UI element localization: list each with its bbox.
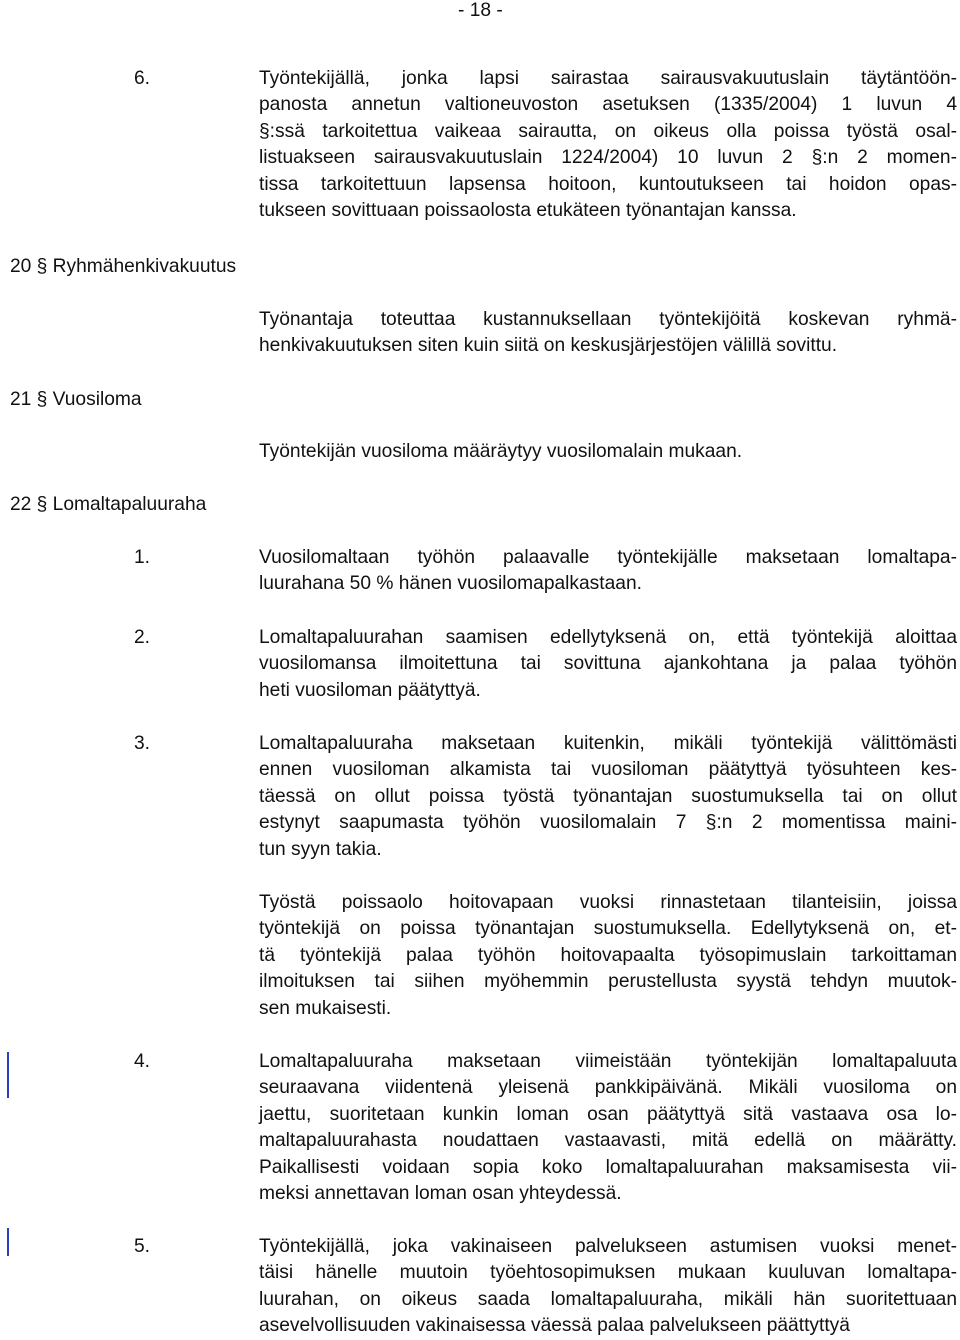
text-line: Paikallisesti voidaan sopia koko lomaltapaluurahan maksamisesta vii-: [259, 1156, 957, 1178]
section-heading: 21 § Vuosiloma: [10, 389, 142, 410]
text-line: tä työntekijä palaa työhön hoitovapaalta työsopimuslain tarkoittaman: [259, 944, 957, 966]
item-text: [259, 1234, 957, 1340]
item-continuation-text: [259, 890, 957, 1022]
text-line: heti vuosiloman päätyttyä.: [259, 679, 481, 701]
text-line: työntekijä on poissa työnantajan suostumuksella. Edellytyksenä on, et-: [259, 918, 957, 940]
text-line: Työntekijän vuosiloma määräytyy vuosilomalain mukaan.: [259, 441, 743, 462]
text-line: Työntekijällä, jonka lapsi sairastaa sairausvakuutuslain täytäntöön-: [259, 68, 957, 89]
item-number: 3.: [134, 733, 151, 754]
section-heading: 22 § Lomaltapaluuraha: [10, 494, 207, 515]
item-number: 2.: [134, 627, 151, 648]
text-line: Työntekijällä, joka vakinaiseen palvelukseen astumisen vuoksi menet-: [259, 1236, 957, 1257]
text-line: tun syyn takia.: [259, 838, 382, 860]
text-line: maltapaluurahasta noudattaen vastaavasti, mitä edellä on määrätty.: [259, 1130, 957, 1152]
text-line: seuraavana viidentenä yleisenä pankkipäivänä. Mikäli vuosiloma on: [259, 1077, 957, 1099]
text-line: Lomaltapaluurahan saamisen edellytyksenä on, että työntekijä aloittaa: [259, 627, 957, 648]
text-line: Vuosilomaltaan työhön palaavalle työntekijälle maksetaan lomaltapa-: [259, 547, 957, 568]
item-text: [259, 545, 957, 598]
text-line: asevelvollisuuden vakinaisessa väessä palaa palvelukseen päättyttyä: [259, 1315, 850, 1337]
text-line: meksi annettavan loman osan yhteydessä.: [259, 1183, 622, 1205]
text-line: täisi hänelle muutoin työehtosopimuksen mukaan kuuluvan lomaltapa-: [259, 1262, 957, 1284]
change-bar: [7, 1228, 9, 1256]
item-text: [259, 625, 957, 704]
text-line: täessä on ollut poissa työstä työnantajan suostumuksella tai on ollut: [259, 785, 957, 807]
text-line: Lomaltapaluuraha maksetaan viimeistään työntekijän lomaltapaluuta: [259, 1051, 957, 1072]
text-line: tukseen sovittuaan poissaolosta etukäteen työnantajan kanssa.: [259, 200, 797, 222]
page-number: - 18 -: [458, 0, 503, 21]
item-text: [259, 66, 957, 224]
text-line: §:ssä tarkoitettua vaikeaa sairautta, on oikeus olla poissa työstä osal-: [259, 120, 957, 142]
item-number: 5.: [134, 1236, 151, 1257]
item-text: [259, 1049, 957, 1207]
text-line: ilmoituksen tai siihen myöhemmin perustellusta syystä tehdyn muutok-: [259, 971, 957, 993]
change-bar: [7, 1052, 9, 1098]
text-line: vuosilomansa ilmoitettuna tai sovittuna ajankohtana ja palaa työhön: [259, 653, 957, 675]
text-line: luurahan, on oikeus saada lomaltapaluuraha, mikäli hän suoritettuaan: [259, 1288, 957, 1310]
text-line: ennen vuosiloman alkamista tai vuosiloman päätyttyä työsuhteen kes-: [259, 759, 957, 781]
text-line: sen mukaisesti.: [259, 997, 392, 1019]
text-line: henkivakuutuksen siten kuin siitä on keskusjärjestöjen välillä sovittu.: [259, 335, 838, 357]
text-line: luurahana 50 % hänen vuosilomapalkastaan.: [259, 573, 642, 595]
section-text: [259, 439, 957, 465]
item-number: 4.: [134, 1051, 151, 1072]
section-text: [259, 307, 957, 360]
item-number: 1.: [134, 547, 151, 568]
item-number: 6.: [134, 68, 151, 89]
text-line: tissa tarkoitettuun lapsensa hoitoon, kuntoutukseen tai hoidon opas-: [259, 173, 957, 195]
text-line: estynyt saapumasta työhön vuosilomalain 7 §:n 2 momentissa maini-: [259, 812, 957, 834]
text-line: jaettu, suoritetaan kunkin loman osan päätyttyä sitä vastaava osa lo-: [259, 1103, 957, 1125]
text-line: panosta annetun valtioneuvoston asetuksen (1335/2004) 1 luvun 4: [259, 94, 957, 116]
text-line: listuakseen sairausvakuutuslain 1224/2004) 10 luvun 2 §:n 2 momen-: [259, 147, 957, 169]
text-line: Työnantaja toteuttaa kustannuksellaan työntekijöitä koskevan ryhmä-: [259, 309, 957, 330]
section-heading: 20 § Ryhmähenkivakuutus: [10, 256, 237, 277]
item-text: [259, 731, 957, 863]
text-line: Lomaltapaluuraha maksetaan kuitenkin, mikäli työntekijä välittömästi: [259, 733, 957, 754]
text-line: Työstä poissaolo hoitovapaan vuoksi rinnastetaan tilanteisiin, joissa: [259, 892, 957, 913]
